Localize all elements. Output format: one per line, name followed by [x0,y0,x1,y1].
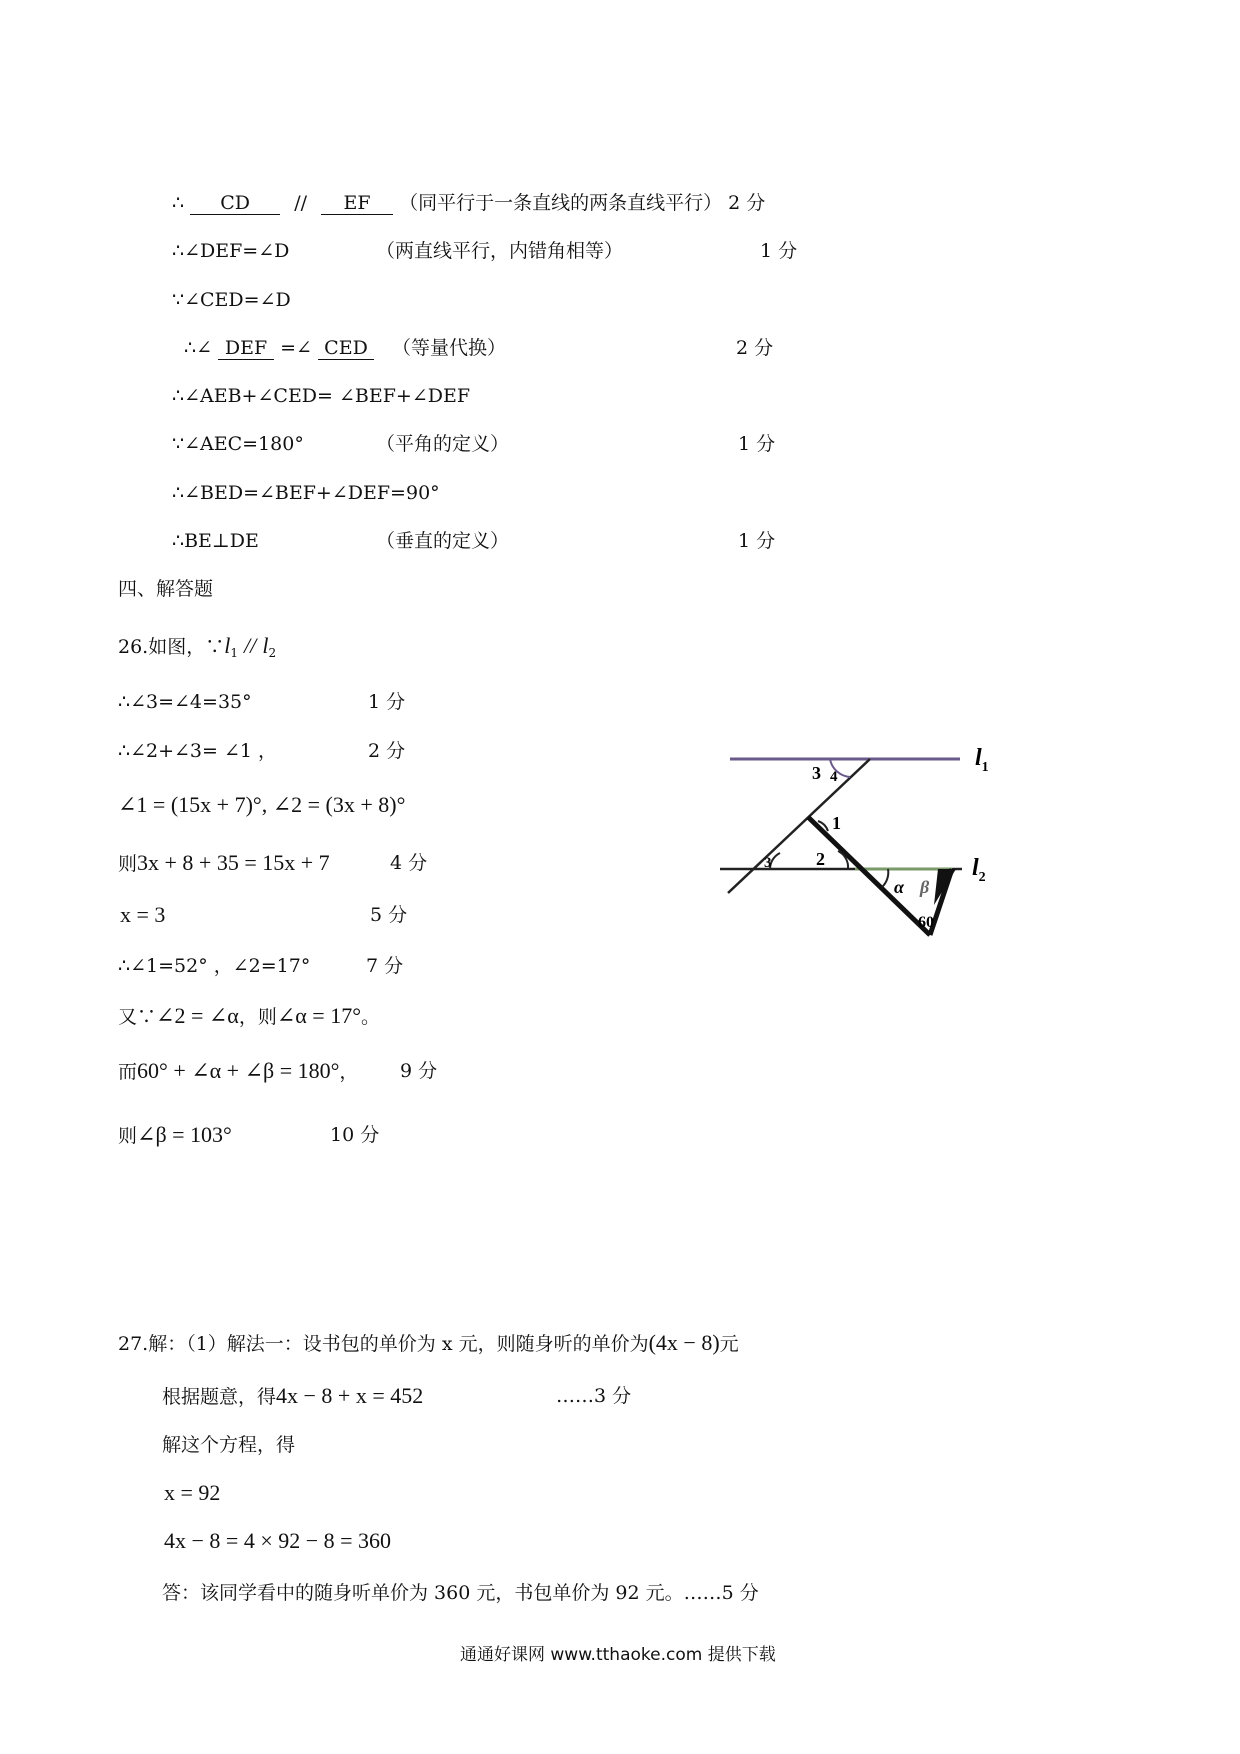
proof-line-8-score: 1 分 [738,530,776,552]
angle-label-1: 1 [832,813,841,833]
blank-answer: DEF [218,337,274,360]
equation: 4x − 8 + x = 452 [276,1383,424,1408]
angle-arc-3b [770,853,780,869]
suffix-text: ， [339,1061,359,1083]
equation: 60° + ∠α + ∠β = 180° [137,1058,340,1083]
angle-arc-alpha [882,869,888,887]
proof-line-7-text: ∴∠BED=∠BEF+∠DEF=90° [172,482,440,504]
q26-step-6-score: 7 分 [366,955,404,977]
angle-label-beta: β [920,877,930,897]
proof-line-4-score: 2 分 [736,337,774,359]
q27-line-3: 解这个方程，得 [162,1434,296,1456]
q26-step-7 [118,1003,380,1030]
proof-line-3-text: ∵∠CED=∠D [172,289,291,311]
blank-answer: CED [318,337,374,360]
proof-line-2-score: 1 分 [760,240,798,262]
prefix-text: 而 [118,1061,138,1083]
equation: ∠2 = ∠α [156,1003,239,1028]
proof-line-2-reason: （两直线平行，内错角相等） [376,240,624,262]
angle-label-3b: 3 [764,855,772,871]
q26-step-9-score: 10 分 [330,1124,380,1146]
section-heading: 四、解答题 [118,578,214,600]
proof-line-4 [184,335,506,361]
q27-line-2-score: ……3 分 [556,1385,632,1407]
q26-step-2-text: ∴∠2+∠3= ∠1 ， [118,740,278,762]
q26-step-3-equation: ∠1 = (15x + 7)°, ∠2 = (3x + 8)° [118,792,406,817]
angle-label-2: 2 [816,849,825,869]
line-l1-symbol: l [224,633,231,658]
q27-line-1-text: 27.解：（1）解法一：设书包的单价为 x 元，则随身听的单价为 [118,1333,649,1355]
q26-step-5-score: 5 分 [370,904,408,926]
q27-line-2-text: 根据题意，得 [162,1386,277,1408]
therefore-symbol: ∴ [172,192,185,214]
q26-step-9 [118,1122,232,1149]
q27-line-2 [162,1383,423,1410]
therefore-angle-symbol: ∴∠ [184,337,213,359]
subscript: 2 [268,646,277,660]
equals-angle-symbol: =∠ [280,337,312,359]
parallel-symbol: // [244,633,257,658]
proof-line-2-text: ∴∠DEF=∠D [172,240,290,262]
q27-line-4-equation: x = 92 [164,1480,221,1505]
q26-step-5-equation: x = 3 [120,902,166,927]
line-label-l2: $l_2$ [972,855,986,885]
line-l2-symbol: l [262,633,269,658]
prefix-text: 则 [118,853,138,875]
proof-line-1 [172,190,765,216]
q26-step-6-text: ∴∠1=52° ，∠2=17° [118,955,311,977]
q26-step-4 [118,850,330,877]
proof-line-6-text: ∵∠AEC=180° [172,433,304,455]
triangle-leg [808,817,930,935]
score-text: 2 分 [728,192,766,214]
proof-line-8-text: ∴BE⊥DE [172,530,259,552]
equation: (4x − 8) [648,1330,720,1355]
reason-text: （同平行于一条直线的两条直线平行） [399,192,723,214]
blank-answer: EF [321,192,393,215]
equation: 3x + 8 + 35 = 15x + 7 [137,850,330,875]
mid-text: ，则 [238,1006,277,1028]
q26-intro [118,633,276,666]
q26-step-1-text: ∴∠3=∠4=35° [118,691,252,713]
blank-answer: CD [190,192,280,215]
angle-label-4: 4 [830,769,838,785]
angle-label-3: 3 [812,763,821,783]
proof-line-8-reason: （垂直的定义） [376,530,510,552]
q26-step-8-score: 9 分 [400,1060,438,1082]
reason-text: （等量代换） [392,337,507,359]
transversal-line [728,759,870,893]
q27-line-1 [118,1330,739,1357]
proof-line-5-text: ∴∠AEB+∠CED= ∠BEF+∠DEF [172,385,471,407]
q26-intro-text: 26.如图，∵ [118,636,225,658]
angle-label-60: 60 [918,914,934,931]
q27-line-5-equation: 4x − 8 = 4 × 92 − 8 = 360 [164,1528,392,1553]
parallel-symbol: // [294,192,307,214]
parallel-lines-figure [720,735,1020,950]
suffix-text: 。 [361,1006,381,1028]
equation: ∠α = 17° [276,1003,362,1028]
page-footer: 通通好课网 www.tthaoke.com 提供下载 [460,1645,776,1665]
q26-step-8 [118,1058,358,1085]
prefix-text: 又∵ [118,1006,157,1028]
q26-step-2-score: 2 分 [368,740,406,762]
q26-step-1-score: 1 分 [368,691,406,713]
q27-line-6: 答：该同学看中的随身听单价为 360 元，书包单价为 92 元。……5 分 [162,1582,759,1604]
angle-label-alpha: α [894,877,904,897]
suffix-text: 元 [719,1333,739,1355]
subscript: 1 [230,646,238,660]
prefix-text: 则 [118,1125,138,1147]
line-label-l1: $l_1$ [975,745,989,775]
proof-line-6-score: 1 分 [738,433,776,455]
q26-step-4-score: 4 分 [390,852,428,874]
proof-line-6-reason: （平角的定义） [376,433,510,455]
equation: ∠β = 103° [137,1122,232,1147]
